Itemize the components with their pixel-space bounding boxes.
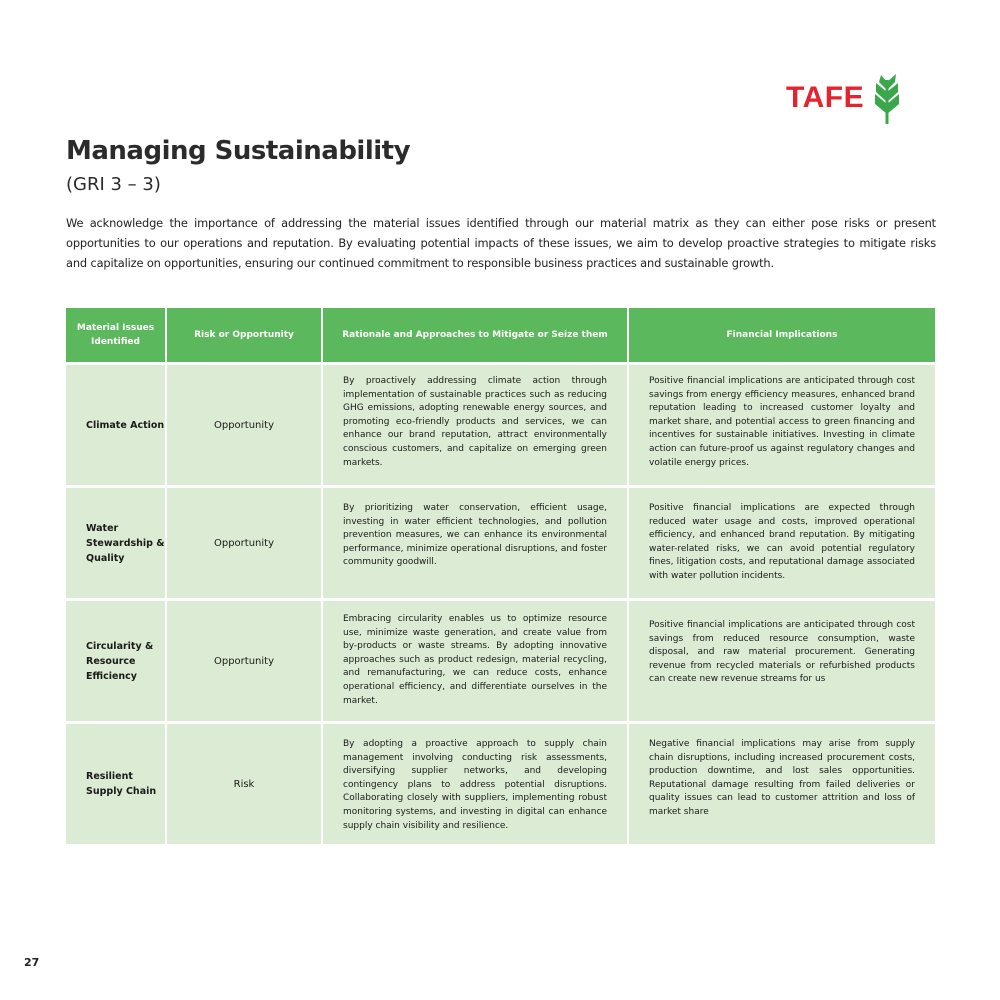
- risk-type-cell: [167, 601, 321, 721]
- rationale-cell: [323, 601, 627, 721]
- material-issue-cell: Climate Action: [66, 365, 165, 485]
- intro-paragraph: We acknowledge the importance of addressing the material issues identified through our material matrix as they can either pose risks or present opportunities to our operations and reputation. By evaluating potential impacts of these issues, we aim to develop proactive strategies to mitigate risks and capitalize on opportunities, ensuring our continued commitment to responsible business practices and sustainable growth.: [66, 216, 936, 270]
- risk-type-label: Risk: [233, 778, 255, 790]
- table-row: [66, 365, 935, 485]
- table-row: [66, 724, 935, 844]
- rationale-cell: [323, 724, 627, 844]
- rationale-text: By adopting a proactive approach to supply chain management involving conducting risk assessments, diversifying supplier networks, and developing contingency plans to address potential disruptions. Collaborating closely with suppliers, implementing robust monitoring systems, and investing in digital can enhance supply chain visibility and resilience.: [343, 739, 607, 831]
- wheat-leaf-icon: [870, 70, 904, 126]
- page-title: Managing Sustainability: [66, 136, 411, 166]
- risk-type-label: Opportunity: [213, 655, 274, 667]
- company-logo: [786, 70, 936, 126]
- risk-type-label: Opportunity: [213, 419, 274, 431]
- page-number: 27: [24, 956, 40, 969]
- page-subtitle: (GRI 3 – 3): [66, 174, 161, 195]
- header-material-issues: Material Issues Identified: [66, 308, 165, 362]
- header-rationale: Rationale and Approaches to Mitigate or Seize them: [323, 308, 627, 362]
- sustainability-table: [66, 308, 935, 844]
- rationale-cell: [323, 365, 627, 485]
- table-header-row: [66, 308, 935, 362]
- financial-text: Positive financial implications are expected through reduced water usage and costs, improved operational efficiency, and enhanced brand reputation. By mitigating water-related risks, we can avoid potential regulatory fines, litigation costs, and reputational damage associated with water pollution incidents.: [649, 503, 915, 581]
- table-row: [66, 601, 935, 721]
- rationale-cell: [323, 488, 627, 598]
- rationale-text: By proactively addressing climate action through implementation of sustainable practices such as reducing GHG emissions, adopting renewable energy sources, and promoting eco-friendly products and services, we can enhance our brand reputation, attract environmentally conscious customers, and capitalize on emerging green markets.: [343, 376, 607, 468]
- rationale-text: By prioritizing water conservation, efficient usage, investing in water efficient technologies, and pollution prevention measures, we can enhance its environmental performance, minimize operational disruptions, and foster community goodwill.: [343, 503, 607, 568]
- risk-type-cell: [167, 488, 321, 598]
- financial-cell: [629, 601, 935, 721]
- financial-text: Positive financial implications are anticipated through cost savings from energy efficiency measures, enhanced brand reputation leading to increased customer loyalty and market share, and potential access to green financing and incentives for sustainable initiatives. Investing in climate action can future-proof us against regulatory changes and volatile energy prices.: [649, 376, 915, 468]
- financial-cell: [629, 724, 935, 844]
- financial-text: Positive financial implications are anticipated through cost savings from reduced resource consumption, waste disposal, and raw material procurement. Generating revenue from recycled materials or refurbished products can create new revenue streams for us: [649, 620, 915, 685]
- financial-cell: [629, 488, 935, 598]
- risk-type-cell: [167, 365, 321, 485]
- table-row: [66, 488, 935, 598]
- financial-text: Negative financial implications may arise from supply chain disruptions, including increased procurement costs, production downtime, and lost sales opportunities. Reputational damage resulting from failed deliveries or quality issues can lead to customer attrition and loss of market share: [649, 739, 915, 817]
- risk-type-cell: [167, 724, 321, 844]
- logo-wordmark: TAFE: [786, 81, 865, 114]
- risk-type-label: Opportunity: [213, 537, 274, 549]
- material-issue-cell: Resilient Supply Chain: [66, 724, 165, 844]
- rationale-text: Embracing circularity enables us to optimize resource use, minimize waste generation, and create value from by-products or waste streams. By adopting innovative approaches such as product redesign, material recycling, and remanufacturing, we can reduce costs, enhance operational efficiency, and differentiate ourselves in the market.: [343, 614, 607, 706]
- header-financial: Financial Implications: [629, 308, 935, 362]
- financial-cell: [629, 365, 935, 485]
- header-risk-opportunity: Risk or Opportunity: [167, 308, 321, 362]
- material-issue-cell: Water Stewardship & Quality: [66, 488, 165, 598]
- material-issue-cell: Circularity & Resource Efficiency: [66, 601, 165, 721]
